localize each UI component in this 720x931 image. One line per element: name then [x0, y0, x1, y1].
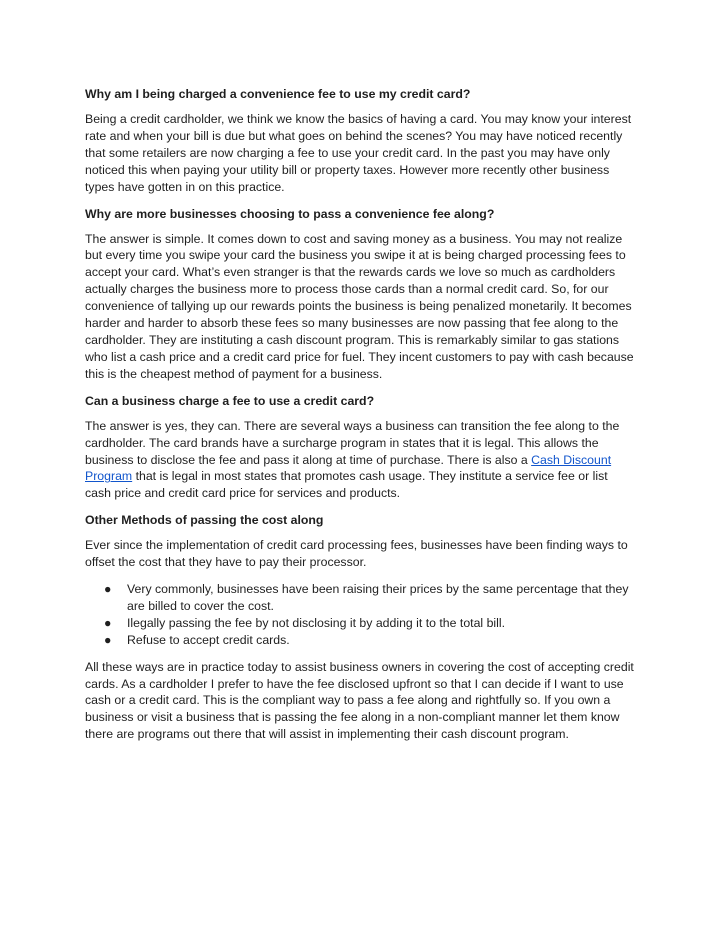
list-item [85, 632, 637, 649]
list-item-text: Ilegally passing the fee by not disclosing it by adding it to the total bill. [127, 615, 506, 630]
paragraph-closing: All these ways are in practice today to assist business owners in covering the cost of accepting credit cards. As a cardholder I prefer to have the fee disclosed upfront so that I can decide if I want to use cash or a credit card. This is the compliant way to pass a fee along and rightfully so. If you own a business or visit a business that is passing the fee along in a non-compliant manner let them know there are programs out there that will assist in implementing their cash discount program. [85, 659, 634, 742]
heading-can-business-charge: Can a business charge a fee to use a credit card? [85, 393, 375, 408]
paragraph-cardholder-basics: Being a credit cardholder, we think we know the basics of having a card. You may know your interest rate and when your bill is due but what goes on behind the scenes? You may have noticed recently that some retailers are now charging a fee to use your credit card. In the past you may have only noticed this when paying your utility bill or property taxes. However more recently other business types have gotten in on this practice. [85, 112, 632, 194]
paragraph-offset-cost: Ever since the implementation of credit card processing fees, businesses have been finding ways to offset the cost that they have to pay their processor. [85, 538, 628, 570]
bullet-icon: ● [104, 632, 112, 647]
bullet-icon: ● [104, 615, 112, 630]
heading-why-businesses: Why are more businesses choosing to pass a convenience fee along? [85, 206, 495, 221]
document-page [85, 86, 637, 753]
heading-convenience-fee: Why am I being charged a convenience fee to use my credit card? [85, 87, 471, 101]
cash-discount-program-link[interactable]: Cash Discount Program [85, 452, 612, 484]
list-item-text: Very commonly, businesses have been raising their prices by the same percentage that they are billed to cover the cost. [127, 582, 629, 613]
list-item-text: Refuse to accept credit cards. [127, 632, 290, 647]
paragraph-cost-savings: The answer is simple. It comes down to cost and saving money as a business. You may not realize but every time you swipe your card the business you swipe it at is being charged processing fees to accept your card. What’s even stranger is that the rewards cards we love so much as cardholders actually charges the business more to process those cards than a normal credit card. So, for our convenience of tallying up our rewards points the business is being penalized monetarily. It becomes harder and harder to absorb these fees so many businesses are now passing that fee along to the cardholder. They are instituting a cash discount program. This is remarkably similar to gas stations who list a cash price and a credit card price for fuel. They incent customers to pay with cash because this is the cheapest method of payment for a business. [85, 231, 634, 381]
list-item [85, 581, 637, 615]
heading-other-methods: Other Methods of passing the cost along [85, 513, 324, 528]
paragraph-surcharge-text-before: The answer is yes, they can. There are several ways a business can transition the fee along to the cardholder. The card brands have a surcharge program in states that it is legal. This allows the business to disclose the fee and pass it along at time of purchase. There is also a [85, 418, 620, 467]
bullet-icon: ● [104, 582, 112, 597]
list-item [85, 615, 637, 632]
methods-list [85, 581, 637, 649]
paragraph-surcharge-text-after: that is legal in most states that promotes cash usage. They institute a service fee or list cash price and credit card price for services and products. [85, 469, 608, 501]
paragraph-surcharge [85, 418, 637, 503]
